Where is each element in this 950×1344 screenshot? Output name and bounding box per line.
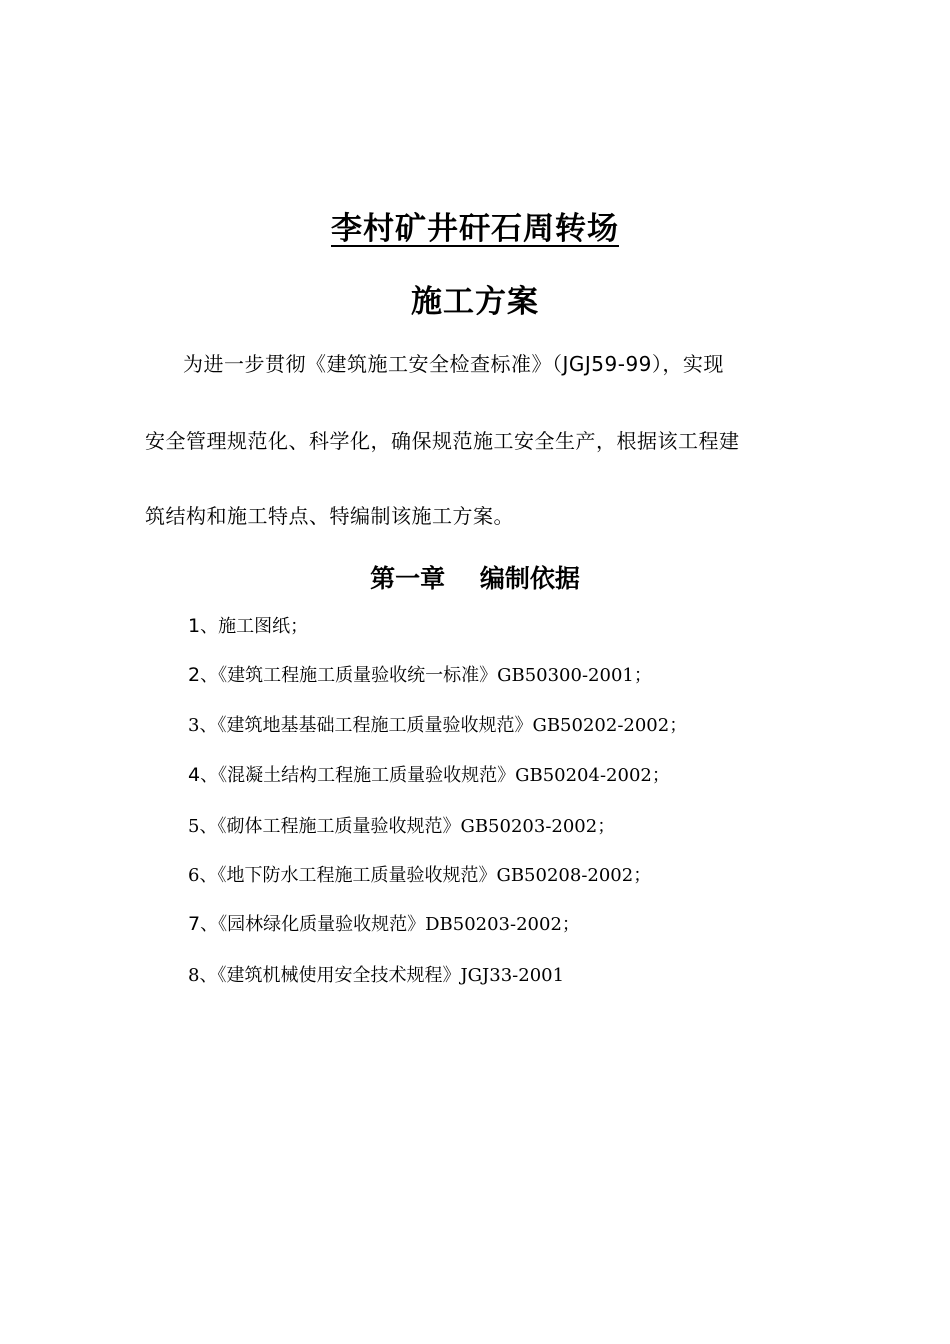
list-item (188, 711, 687, 737)
list-item-text: 、《园林绿化质量验收规范》DB50203-2002； (200, 914, 580, 935)
list-item (188, 661, 652, 687)
intro-line-3: 筑结构和施工特点、特编制该施工方案。 (145, 504, 514, 528)
list-item-number: 4 (188, 764, 201, 786)
intro-line-1-before: 为进一步贯彻《建筑施工安全检查标准》（ (183, 352, 563, 376)
list-item-text: 、《砌体工程施工质量验收规范》GB50203-2002； (199, 816, 616, 837)
list-item-text: 、《建筑工程施工质量验收统一标准》GB50300-2001； (200, 665, 652, 686)
document-subtitle: 施工方案 (411, 284, 539, 320)
list-item (188, 961, 564, 987)
list-item-text: 、《地下防水工程施工质量验收规范》GB50208-2002； (199, 865, 652, 886)
list-item-number: 6 (188, 865, 200, 886)
list-item-number: 7 (188, 913, 201, 935)
list-item (188, 612, 308, 638)
list-item-text: 、《混凝土结构工程施工质量验收规范》GB50204-2002； (200, 765, 670, 786)
list-item (188, 812, 615, 838)
list-item-text: 、《建筑地基基础工程施工质量验收规范》GB50202-2002； (199, 715, 688, 736)
list-item (188, 910, 580, 936)
list-item-number: 5 (188, 816, 200, 837)
intro-line-1-after: ），实现 (651, 352, 724, 376)
list-item-text: 、施工图纸； (200, 616, 309, 637)
list-item-number: 3 (188, 715, 200, 736)
list-item-number: 8 (188, 965, 200, 986)
chapter-1-heading: 第一章 编制依据 (370, 564, 580, 593)
intro-line-2: 安全管理规范化、科学化，确保规范施工安全生产，根据该工程建 (145, 429, 740, 453)
list-item (188, 761, 670, 787)
document-title: 李村矿井矸石周转场 (331, 211, 619, 247)
list-item-number: 2 (188, 664, 201, 686)
intro-line-1 (183, 348, 724, 377)
list-item-number: 1 (188, 615, 201, 637)
intro-standard-code: JGJ59-99 (562, 352, 652, 376)
list-item-text: 、《建筑机械使用安全技术规程》JGJ33-2001 (199, 965, 565, 986)
list-item (188, 861, 651, 887)
